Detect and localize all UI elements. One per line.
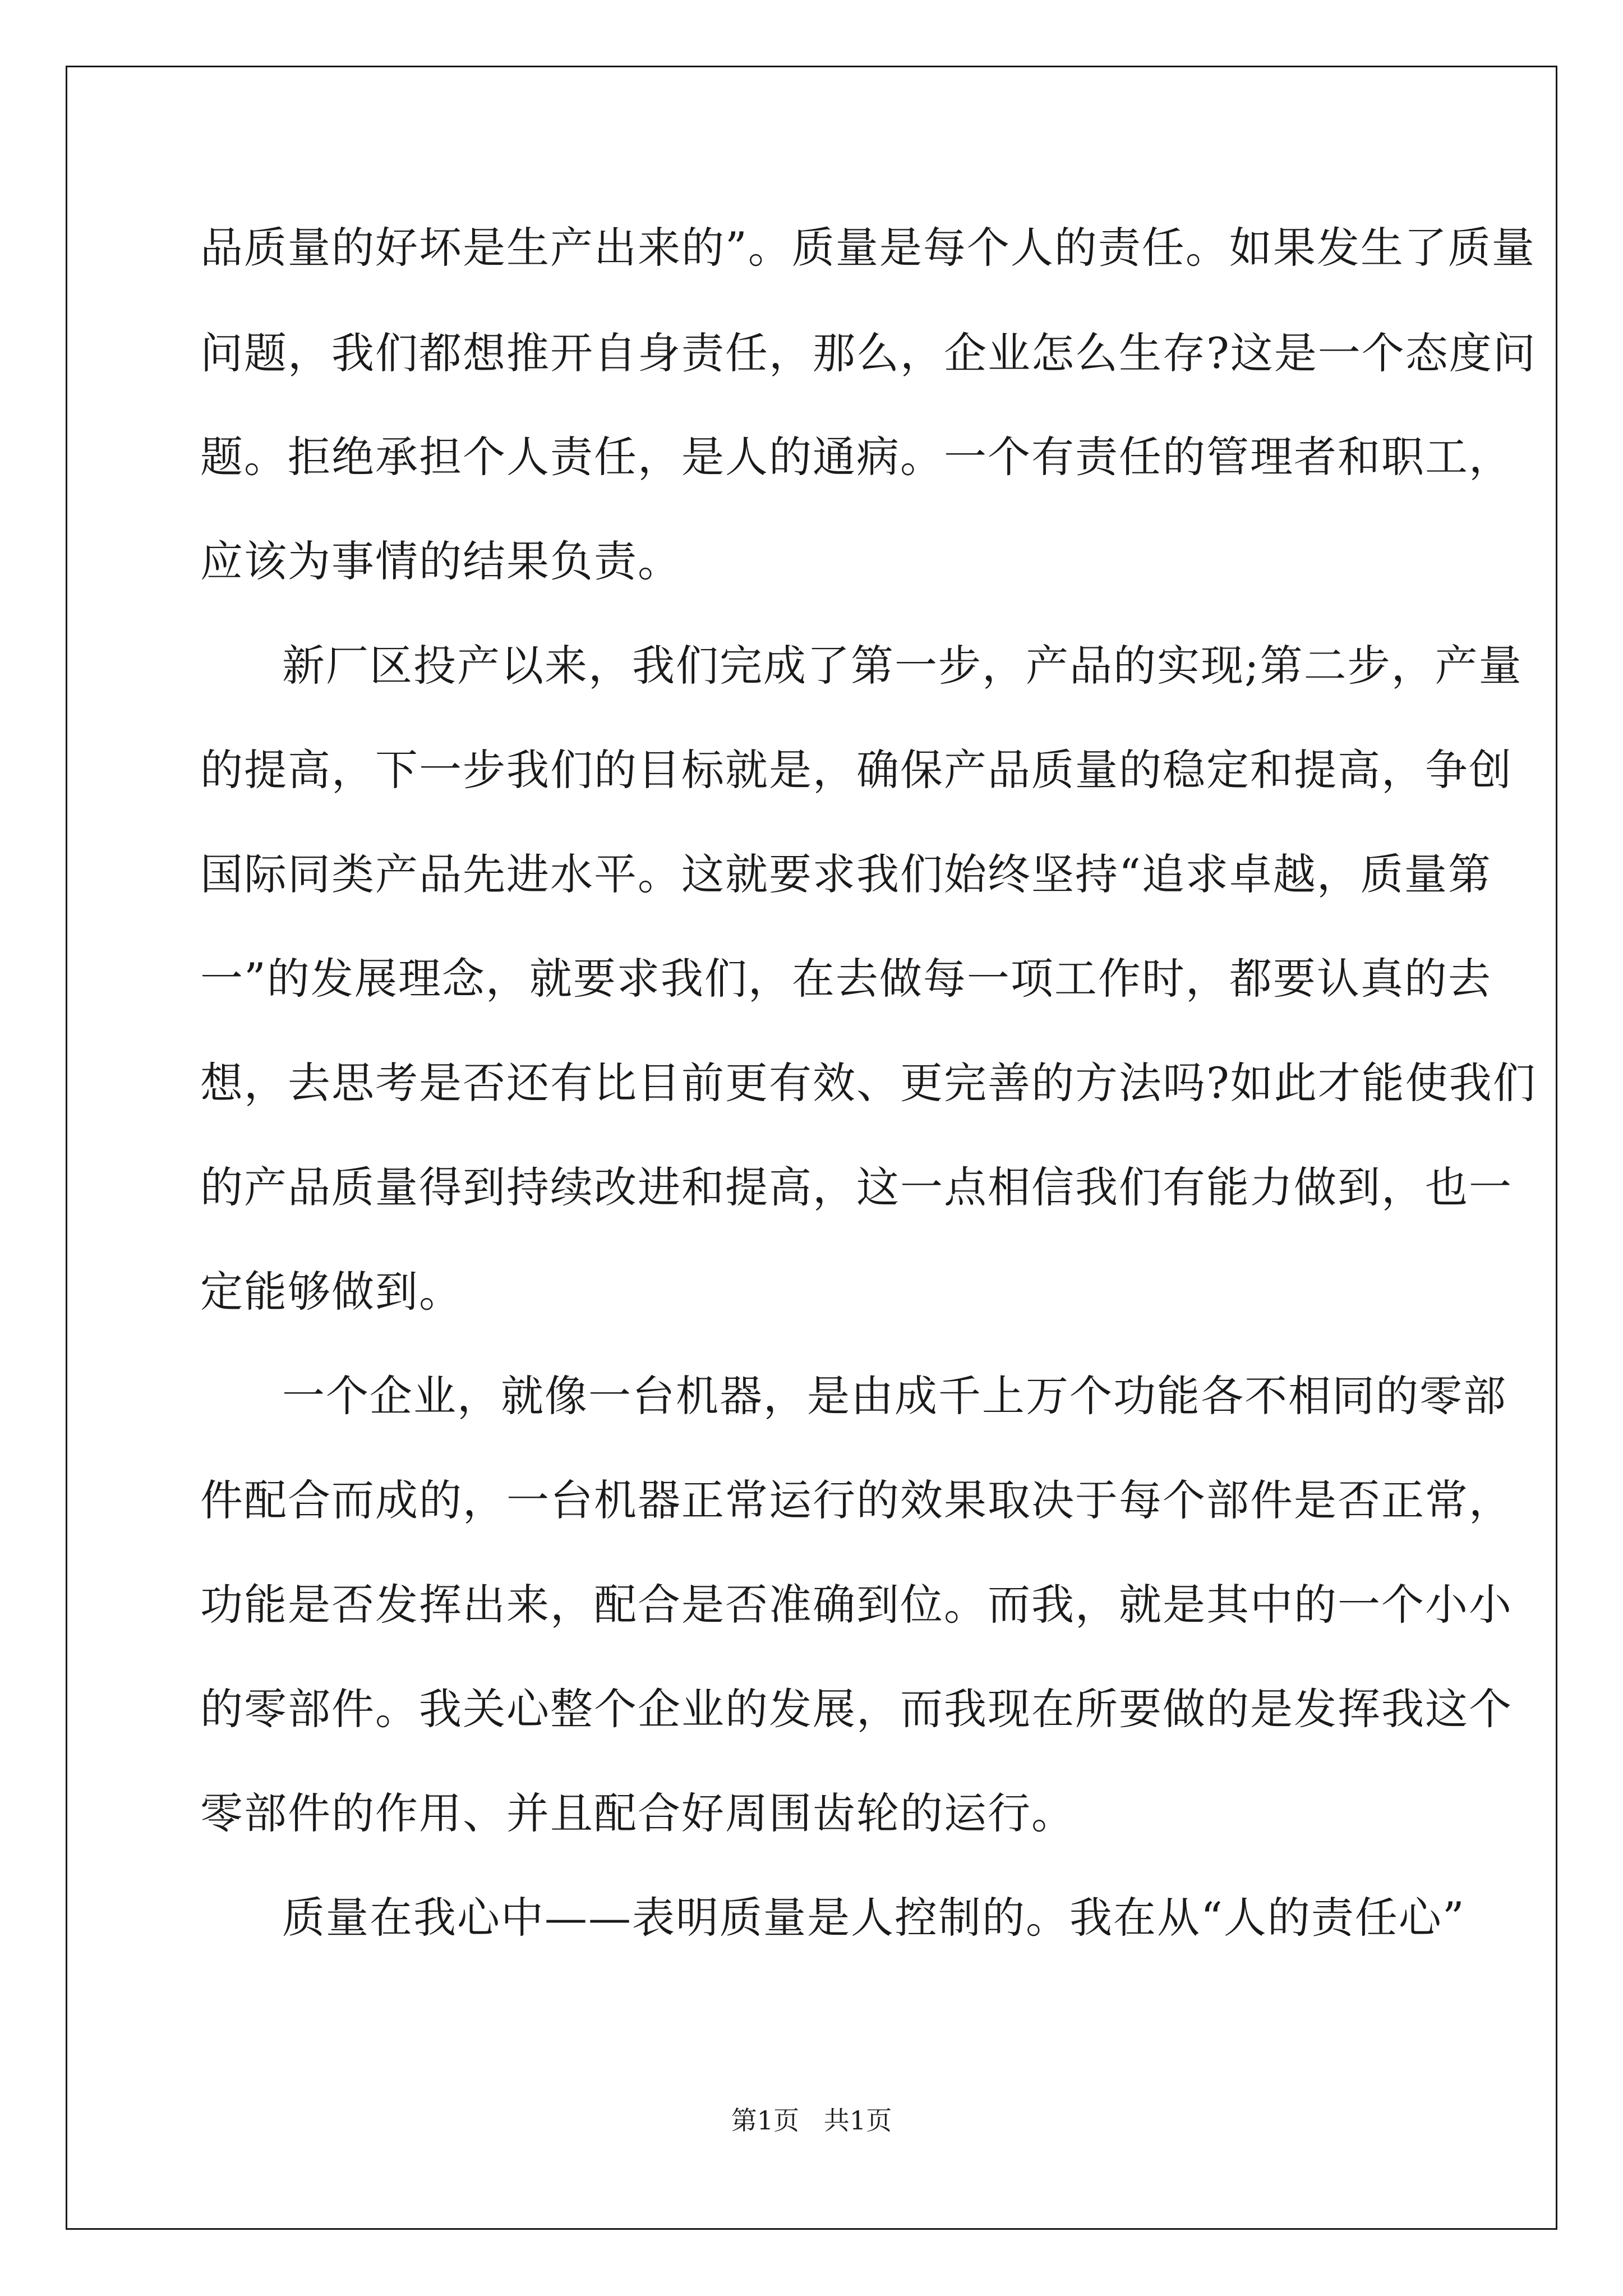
text-line: 的零部件。我关心整个企业的发展，而我现在所要做的是发挥我这个 [200,1684,1513,1734]
text-line: 的产品质量得到持续改进和提高，这一点相信我们有能力做到，也一 [200,1162,1513,1212]
text-line: 题。拒绝承担个人责任，是人的通病。一个有责任的管理者和职工， [200,432,1513,482]
paragraph-start-line: 一个企业，就像一台机器，是由成千上万个功能各不相同的零部 [282,1371,1507,1421]
text-line: 国际同类产品先进水平。这就要求我们始终坚持“追求卓越，质量第 [200,849,1492,899]
text-line: 想，去思考是否还有比目前更有效、更完善的方法吗?如此才能使我们 [200,1058,1537,1108]
text-line: 零部件的作用、并且配合好周围齿轮的运行。 [200,1788,1075,1838]
paragraph-start-line: 质量在我心中——表明质量是人控制的。我在从“人的责任心” [282,1893,1465,1943]
paragraph-start-line: 新厂区投产以来，我们完成了第一步，产品的实现;第二步，产量 [282,641,1523,691]
text-line: 件配合而成的，一台机器正常运行的效果取决于每个部件是否正常， [200,1475,1513,1525]
text-line: 定能够做到。 [200,1267,463,1317]
page-footer: 第1页 共1页 [731,2105,892,2136]
text-line: 问题，我们都想推开自身责任，那么，企业怎么生存?这是一个态度问 [200,328,1537,378]
text-line: 品质量的好坏是生产出来的”。质量是每个人的责任。如果发生了质量 [200,223,1536,273]
text-line: 应该为事情的结果负责。 [200,536,681,586]
text-line: 功能是否发挥出来，配合是否准确到位。而我，就是其中的一个小小 [200,1580,1513,1630]
text-line: 一”的发展理念，就要求我们，在去做每一项工作时，都要认真的去 [200,954,1492,1004]
text-line: 的提高，下一步我们的目标就是，确保产品质量的稳定和提高，争创 [200,745,1513,795]
